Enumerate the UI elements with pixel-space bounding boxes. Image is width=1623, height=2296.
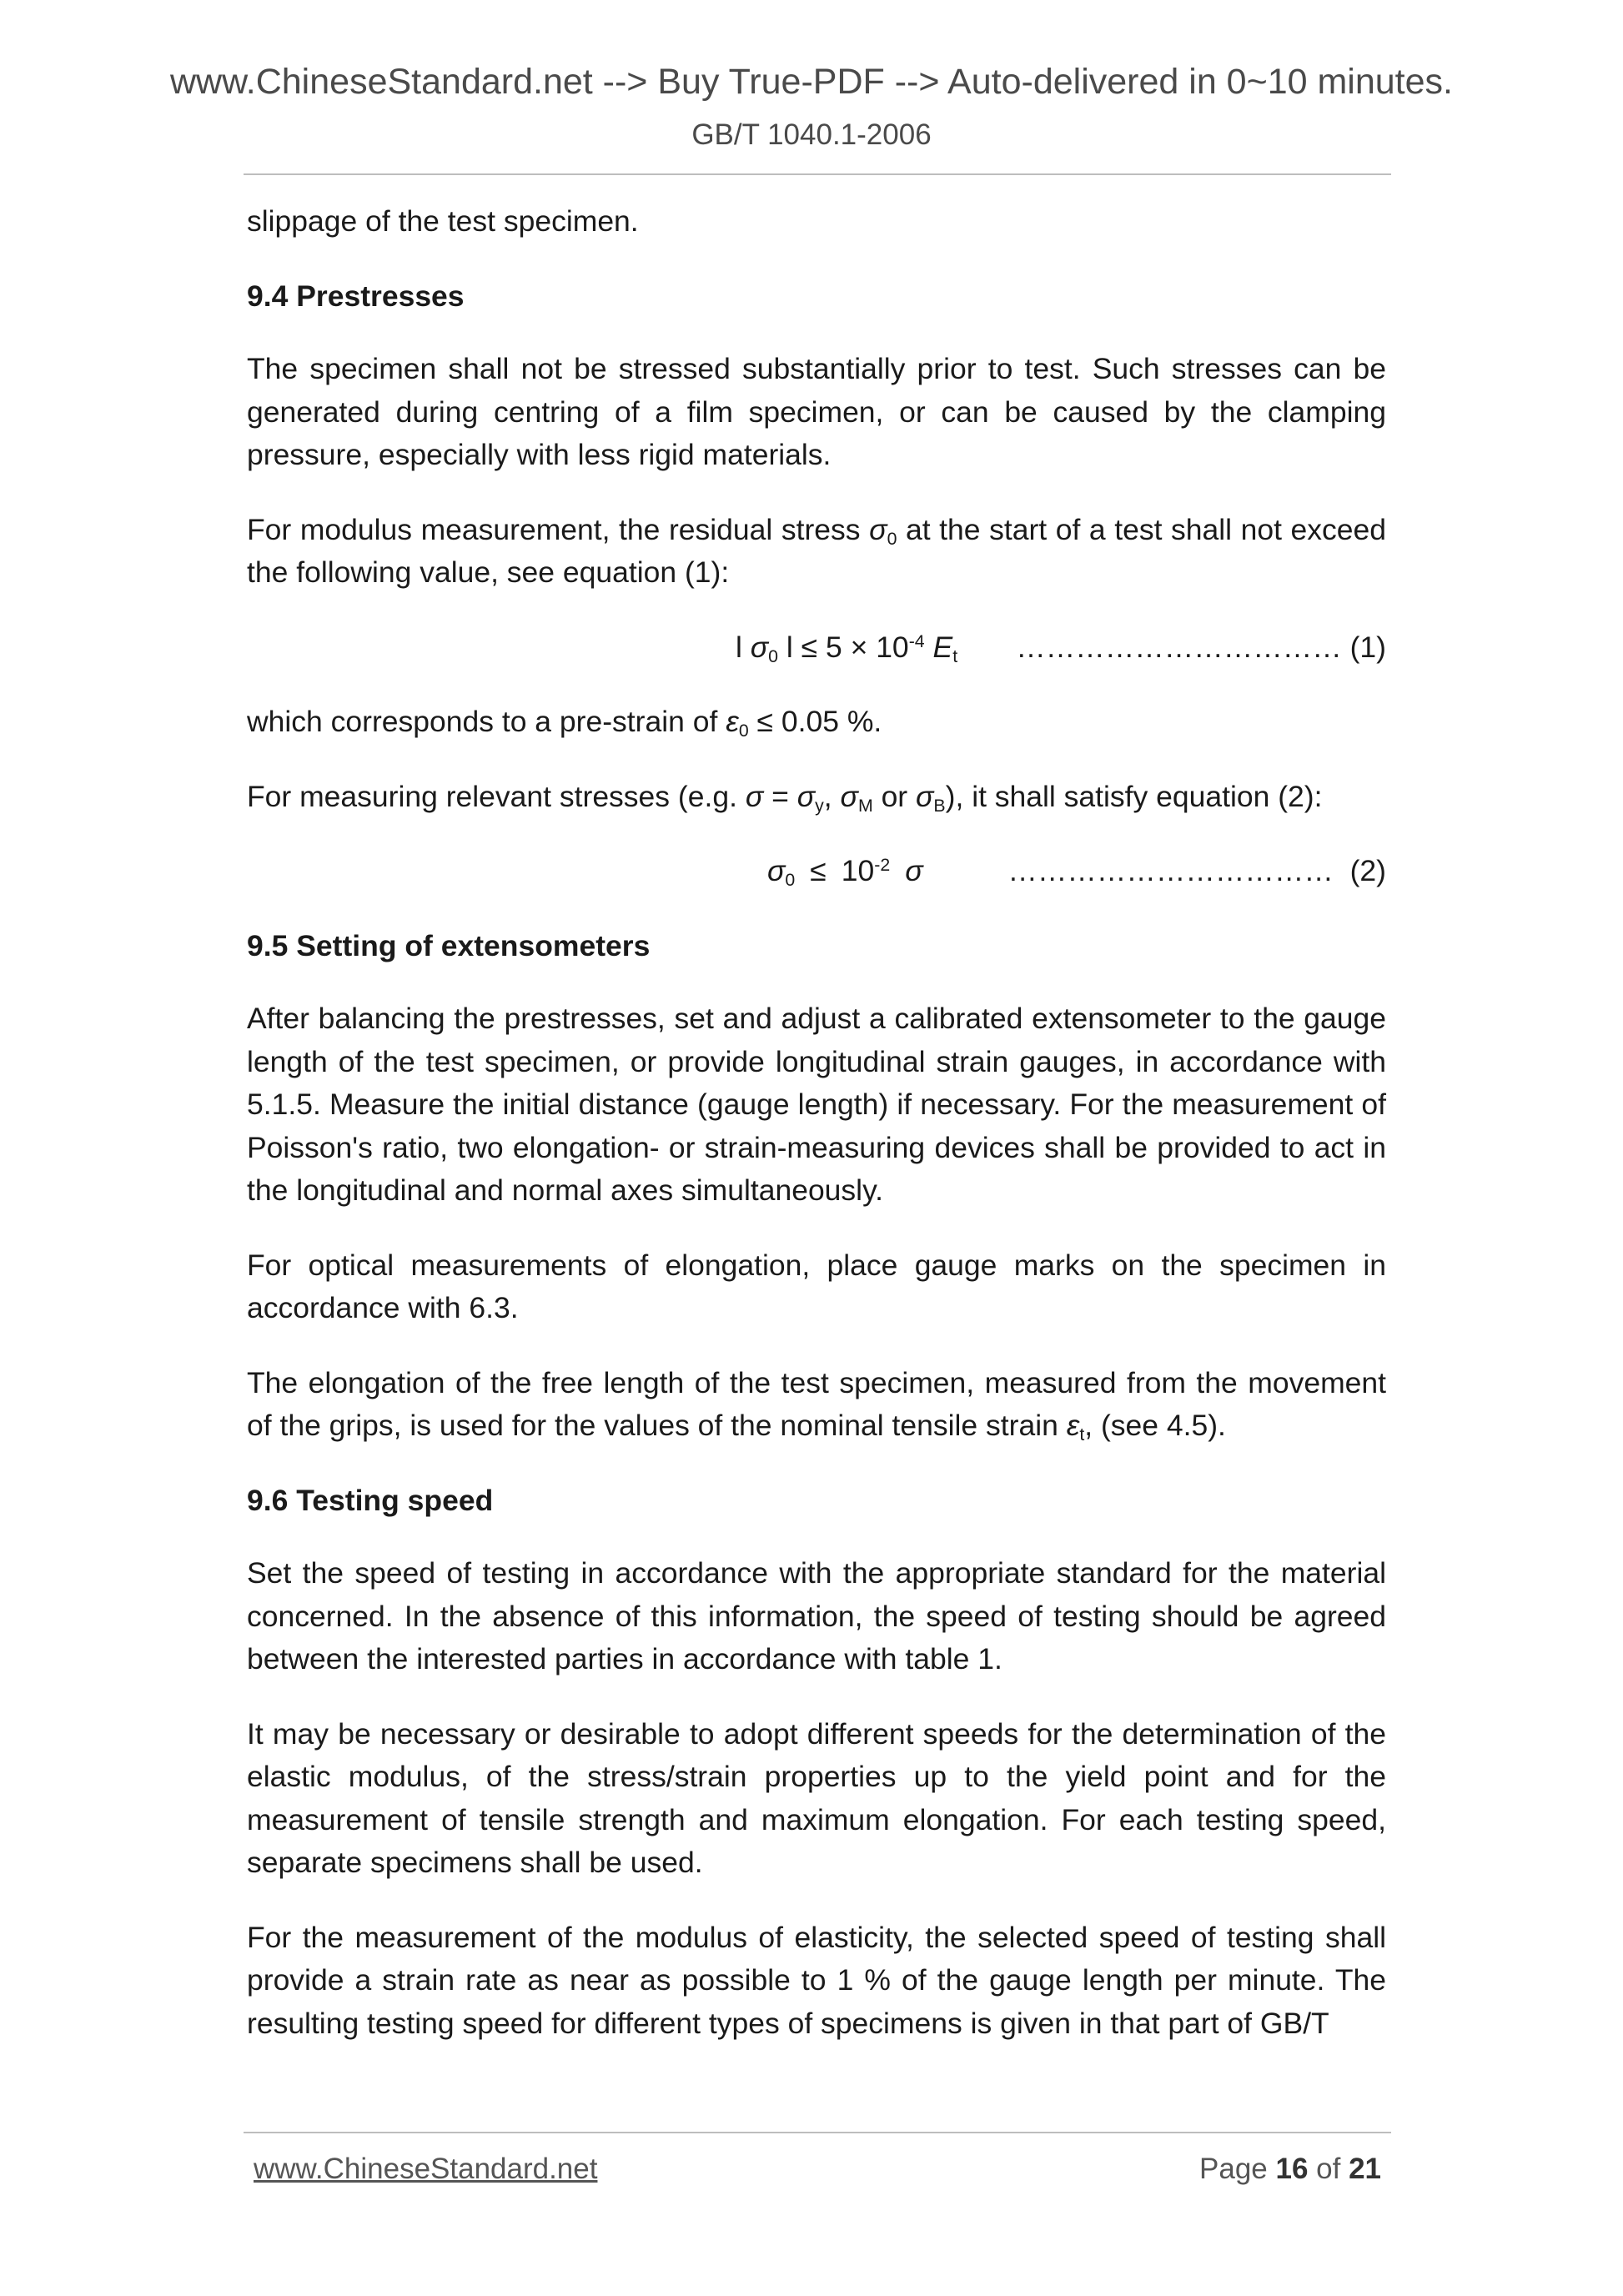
equation-2-number: …………………………… (2) bbox=[1007, 854, 1386, 887]
paragraph: Set the speed of testing in accordance with the appropriate standard for the material concerned. In the absence of this information, the speed of testing should be agreed between the interested parties in accordance with table 1. bbox=[247, 1556, 1386, 1676]
paragraph: After balancing the prestresses, set and adjust a calibrated extensometer to the gauge length of the test specimen, or provide longitudinal strain gauges, in accordance with 5.1.5. Measure the initial distance (gauge length) if necessary. For the measurement of Poisson's ratio, two elongation- or strain-measuring devices shall be provided to act in the longitudinal and normal axes simultaneously. bbox=[247, 1002, 1386, 1207]
paragraph: It may be necessary or desirable to adopt different speeds for the determination of the elastic modulus, of the stress/strain properties up to the yield point and for the measurement of tensile strength and maximum elongation. For each testing speed, separate specimens shall be used. bbox=[247, 1716, 1386, 1879]
footer-website-link[interactable]: www.ChineseStandard.net bbox=[254, 2153, 598, 2185]
equation-1-number: …………………………… (1) bbox=[1016, 630, 1386, 664]
continuation-paragraph: slippage of the test specimen. bbox=[247, 204, 639, 238]
header-banner: www.ChineseStandard.net --> Buy True-PDF --> Auto-delivered in 0~10 minutes. bbox=[169, 62, 1453, 102]
header-divider bbox=[244, 173, 1391, 175]
page-number: Page 16 of 21 bbox=[1199, 2153, 1381, 2185]
paragraph: The elongation of the free length of the test specimen, measured from the movement of the grips, is used for the values of the nominal tensile strain $\varepsilon_t$, (see 4.5). bbox=[247, 1365, 1386, 1444]
standard-number: GB/T 1040.1-2006 bbox=[691, 118, 932, 151]
equation-1 bbox=[247, 626, 1386, 670]
paragraph: For optical measurements of elongation, place gauge marks on the specimen in accordance with 6.3. bbox=[247, 1248, 1386, 1324]
paragraph: For measuring relevant stresses (e.g. $\sigma = \sigma_y$, $\sigma_M$ or $\sigma_B$), it shall satisfy equation (2): bbox=[247, 779, 1323, 816]
equation-2 bbox=[247, 850, 1386, 893]
section-heading-9-6: 9.6 Testing speed bbox=[247, 1483, 494, 1517]
footer-divider bbox=[244, 2132, 1391, 2133]
paragraph: The specimen shall not be stressed substantially prior to test. Such stresses can be generated during centring of a film specimen, or can be caused by the clamping pressure, especially with less rigid materials. bbox=[247, 352, 1386, 471]
equation-1-expression: l $\sigma_0$ $l \le 5 \times 10^{-4}$ $E_t$ bbox=[736, 630, 958, 666]
section-heading-9-5: 9.5 Setting of extensometers bbox=[247, 928, 651, 962]
paragraph: For the measurement of the modulus of elasticity, the selected speed of testing shall provide a strain rate as near as possible to 1 % of the gauge length per minute. The resulting testing speed for different types of specimens is given in that part of GB/T bbox=[247, 1920, 1386, 2040]
paragraph: For modulus measurement, the residual stress $\sigma_0$ at the start of a test shall not exceed the following value, see equation (1): bbox=[247, 512, 1386, 589]
document-body bbox=[247, 200, 1386, 2077]
paragraph: which corresponds to a pre-strain of $\varepsilon_0 \le 0.05$ %. bbox=[247, 705, 882, 741]
equation-2-expression: $\sigma_0 \le 10^{-2}$ σ bbox=[767, 854, 923, 890]
section-heading-9-4: 9.4 Prestresses bbox=[247, 279, 465, 313]
